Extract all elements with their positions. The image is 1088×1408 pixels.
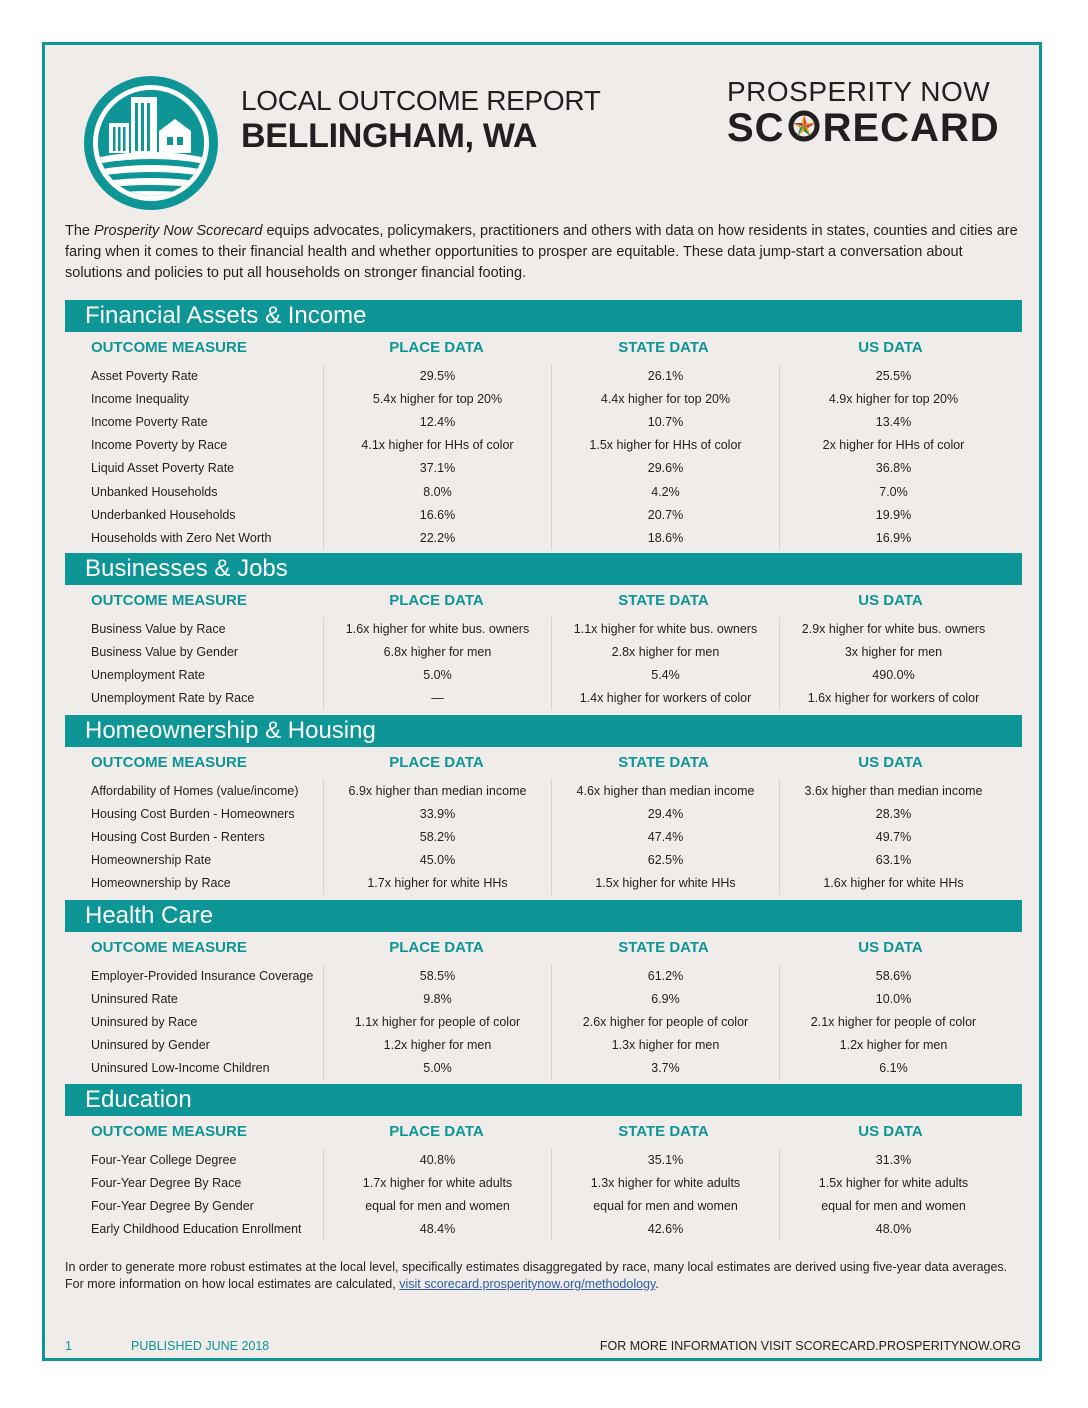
column-header: PLACE DATA [389, 591, 484, 609]
data-value: 48.4% [323, 1218, 551, 1241]
table-row [65, 849, 1022, 872]
column-header: US DATA [858, 338, 923, 356]
data-value: 48.0% [779, 1218, 1007, 1241]
table-row [65, 364, 1022, 387]
column-header: STATE DATA [618, 591, 709, 609]
data-value: 3.7% [551, 1057, 779, 1080]
data-value: 1.3x higher for white adults [551, 1171, 779, 1194]
measure-name: Homeownership Rate [91, 853, 212, 868]
data-value: 29.6% [551, 457, 779, 480]
table-row [65, 480, 1022, 503]
column-header: US DATA [858, 591, 923, 609]
data-value: 49.7% [779, 825, 1007, 848]
more-info-text: FOR MORE INFORMATION VISIT SCORECARD.PROSPERITYNOW.ORG [599, 1339, 1021, 1353]
section-title: Health Care [65, 900, 1022, 932]
data-value: 7.0% [779, 480, 1007, 503]
published-date: PUBLISHED JUNE 2018 [131, 1339, 270, 1353]
measure-name: Unemployment Rate [91, 667, 205, 682]
table-row [65, 410, 1022, 433]
table-row [65, 779, 1022, 802]
data-value: 42.6% [551, 1218, 779, 1241]
column-header: STATE DATA [618, 1122, 709, 1140]
section-title: Education [65, 1084, 1022, 1116]
measure-name: Uninsured by Gender [91, 1038, 210, 1053]
data-value: 6.9x higher than median income [323, 779, 551, 802]
column-header: OUTCOME MEASURE [91, 338, 247, 356]
table-row [65, 457, 1022, 480]
data-value: 28.3% [779, 802, 1007, 825]
data-value: 45.0% [323, 849, 551, 872]
methodology-link[interactable]: visit scorecard.prosperitynow.org/methodology [399, 1277, 656, 1291]
data-value: 8.0% [323, 480, 551, 503]
table-row [65, 640, 1022, 663]
footnote-end: . [655, 1277, 659, 1291]
column-header: STATE DATA [618, 938, 709, 956]
data-value: 22.2% [323, 526, 551, 549]
data-value: 1.5x higher for HHs of color [551, 434, 779, 457]
table-row [65, 872, 1022, 895]
data-value: 1.1x higher for people of color [323, 1010, 551, 1033]
data-value: 2.9x higher for white bus. owners [779, 617, 1007, 640]
star-icon [785, 109, 823, 143]
data-value: 63.1% [779, 849, 1007, 872]
data-value: 58.2% [323, 825, 551, 848]
data-value: 1.3x higher for men [551, 1034, 779, 1057]
data-value: 4.4x higher for top 20% [551, 387, 779, 410]
data-value: equal for men and women [323, 1194, 551, 1217]
page-number: 1 [65, 1339, 72, 1353]
report-type-title: LOCAL OUTCOME REPORT [241, 85, 601, 116]
scorecard-brand-logo [727, 77, 1002, 149]
table-row [65, 617, 1022, 640]
brand-bottom-text [727, 107, 1002, 149]
table-row [65, 663, 1022, 686]
methodology-footnote [65, 1259, 1020, 1293]
data-value: 5.0% [323, 663, 551, 686]
measure-name: Uninsured Rate [91, 991, 178, 1006]
data-value: 58.5% [323, 964, 551, 987]
column-header: PLACE DATA [389, 1122, 484, 1140]
data-value: 26.1% [551, 364, 779, 387]
data-value: 62.5% [551, 849, 779, 872]
data-value: 10.0% [779, 987, 1007, 1010]
data-value: equal for men and women [779, 1194, 1007, 1217]
intro-pre: The [65, 223, 95, 239]
table-row [65, 1057, 1022, 1080]
data-value: 1.6x higher for white HHs [779, 872, 1007, 895]
table-row [65, 1010, 1022, 1033]
section-0 [65, 300, 1022, 550]
data-value: 5.4% [551, 663, 779, 686]
table-row [65, 387, 1022, 410]
data-value: 1.4x higher for workers of color [551, 687, 779, 710]
data-value: 2.6x higher for people of color [551, 1010, 779, 1033]
data-value: 58.6% [779, 964, 1007, 987]
data-value: 25.5% [779, 364, 1007, 387]
measure-name: Business Value by Race [91, 621, 226, 636]
report-page [42, 42, 1042, 1361]
data-value: 490.0% [779, 663, 1007, 686]
measure-name: Uninsured Low-Income Children [91, 1061, 270, 1076]
data-value: 4.9x higher for top 20% [779, 387, 1007, 410]
data-value: 1.5x higher for white HHs [551, 872, 779, 895]
data-value: 33.9% [323, 802, 551, 825]
data-value: 4.2% [551, 480, 779, 503]
data-value: — [323, 687, 551, 710]
data-value: 1.6x higher for white bus. owners [323, 617, 551, 640]
measure-name: Four-Year College Degree [91, 1152, 237, 1167]
measure-name: Early Childhood Education Enrollment [91, 1222, 302, 1237]
data-value: 1.1x higher for white bus. owners [551, 617, 779, 640]
data-value: 4.1x higher for HHs of color [323, 434, 551, 457]
data-value: 3.6x higher than median income [779, 779, 1007, 802]
data-value: 20.7% [551, 503, 779, 526]
data-value: 16.9% [779, 526, 1007, 549]
column-header: PLACE DATA [389, 338, 484, 356]
table-row [65, 802, 1022, 825]
data-value: 13.4% [779, 410, 1007, 433]
section-title: Homeownership & Housing [65, 715, 1022, 747]
data-value: 16.6% [323, 503, 551, 526]
data-value: 4.6x higher than median income [551, 779, 779, 802]
data-value: 29.5% [323, 364, 551, 387]
place-name-title: BELLINGHAM, WA [241, 117, 538, 155]
intro-italic: Prosperity Now Scorecard [94, 223, 263, 239]
data-value: 61.2% [551, 964, 779, 987]
footnote-text: In order to generate more robust estimates at the local level, specifically estimates disaggregated by race, many local estimates are derived using five-year data averages. For more information on how local estimates are calculated, [65, 1260, 1008, 1291]
intro-post: equips advocates, policymakers, practitioners and others with data on how residents in states, counties and cities are faring when it comes to their financial health and whether opportunities to prosper are equitable. These data jump-start a conversation about solutions and policies to put all households on stronger financial footing. [65, 223, 1018, 281]
data-value: 47.4% [551, 825, 779, 848]
data-value: 5.4x higher for top 20% [323, 387, 551, 410]
column-header: US DATA [858, 938, 923, 956]
data-value: 5.0% [323, 1057, 551, 1080]
measure-name: Housing Cost Burden - Renters [91, 829, 265, 844]
measure-name: Employer-Provided Insurance Coverage [91, 968, 314, 983]
table-row [65, 964, 1022, 987]
table-row [65, 526, 1022, 549]
column-header: STATE DATA [618, 338, 709, 356]
data-value: 18.6% [551, 526, 779, 549]
data-value: 1.7x higher for white HHs [323, 872, 551, 895]
column-header-row [65, 332, 1022, 362]
table-row [65, 1171, 1022, 1194]
data-value: 40.8% [323, 1148, 551, 1171]
data-value: equal for men and women [551, 1194, 779, 1217]
data-value: 6.8x higher for men [323, 640, 551, 663]
column-header-row [65, 747, 1022, 777]
table-row [65, 825, 1022, 848]
data-value: 36.8% [779, 457, 1007, 480]
column-header: STATE DATA [618, 753, 709, 771]
column-header-row [65, 585, 1022, 615]
column-header: OUTCOME MEASURE [91, 1122, 247, 1140]
measure-name: Income Poverty Rate [91, 414, 208, 429]
data-value: 1.6x higher for workers of color [779, 687, 1007, 710]
data-value: 29.4% [551, 802, 779, 825]
section-title: Businesses & Jobs [65, 553, 1022, 585]
measure-name: Affordability of Homes (value/income) [91, 783, 299, 798]
column-header: PLACE DATA [389, 753, 484, 771]
data-value: 1.7x higher for white adults [323, 1171, 551, 1194]
column-header-row [65, 1116, 1022, 1146]
column-header: OUTCOME MEASURE [91, 591, 247, 609]
measure-name: Unbanked Households [91, 484, 218, 499]
data-value: 35.1% [551, 1148, 779, 1171]
column-header-row [65, 932, 1022, 962]
brand-top-text: PROSPERITY NOW [727, 76, 991, 107]
data-value: 3x higher for men [779, 640, 1007, 663]
section-1 [65, 553, 1022, 710]
data-value: 2x higher for HHs of color [779, 434, 1007, 457]
data-value: 10.7% [551, 410, 779, 433]
measure-name: Income Inequality [91, 391, 189, 406]
table-row [65, 1218, 1022, 1241]
brand-bottom-pre: SC [727, 106, 785, 150]
table-row [65, 687, 1022, 710]
measure-name: Households with Zero Net Worth [91, 530, 272, 545]
brand-bottom-post: RECARD [822, 106, 1000, 150]
table-row [65, 503, 1022, 526]
city-emblem-logo [81, 73, 221, 213]
data-value: 1.2x higher for men [779, 1034, 1007, 1057]
measure-name: Underbanked Households [91, 507, 236, 522]
column-header: US DATA [858, 753, 923, 771]
measure-name: Housing Cost Burden - Homeowners [91, 806, 295, 821]
measure-name: Business Value by Gender [91, 644, 239, 659]
data-value: 2.1x higher for people of color [779, 1010, 1007, 1033]
measure-name: Income Poverty by Race [91, 438, 228, 453]
table-row [65, 1194, 1022, 1217]
section-title: Financial Assets & Income [65, 300, 1022, 332]
table-row [65, 434, 1022, 457]
measure-name: Uninsured by Race [91, 1014, 198, 1029]
data-value: 6.9% [551, 987, 779, 1010]
column-header: US DATA [858, 1122, 923, 1140]
data-value: 6.1% [779, 1057, 1007, 1080]
data-value: 31.3% [779, 1148, 1007, 1171]
section-3 [65, 900, 1022, 1080]
data-value: 1.5x higher for white adults [779, 1171, 1007, 1194]
data-value: 2.8x higher for men [551, 640, 779, 663]
data-value: 9.8% [323, 987, 551, 1010]
measure-name: Four-Year Degree By Gender [91, 1198, 254, 1213]
table-row [65, 1148, 1022, 1171]
data-value: 12.4% [323, 410, 551, 433]
data-value: 19.9% [779, 503, 1007, 526]
measure-name: Unemployment Rate by Race [91, 691, 255, 706]
column-header: PLACE DATA [389, 938, 484, 956]
table-row [65, 987, 1022, 1010]
section-2 [65, 715, 1022, 895]
table-row [65, 1034, 1022, 1057]
data-value: 37.1% [323, 457, 551, 480]
intro-paragraph [65, 221, 1020, 284]
column-header: OUTCOME MEASURE [91, 938, 247, 956]
measure-name: Liquid Asset Poverty Rate [91, 461, 235, 476]
data-value: 1.2x higher for men [323, 1034, 551, 1057]
measure-name: Asset Poverty Rate [91, 368, 198, 383]
column-header: OUTCOME MEASURE [91, 753, 247, 771]
section-4 [65, 1084, 1022, 1241]
measure-name: Four-Year Degree By Race [91, 1175, 242, 1190]
measure-name: Homeownership by Race [91, 876, 231, 891]
